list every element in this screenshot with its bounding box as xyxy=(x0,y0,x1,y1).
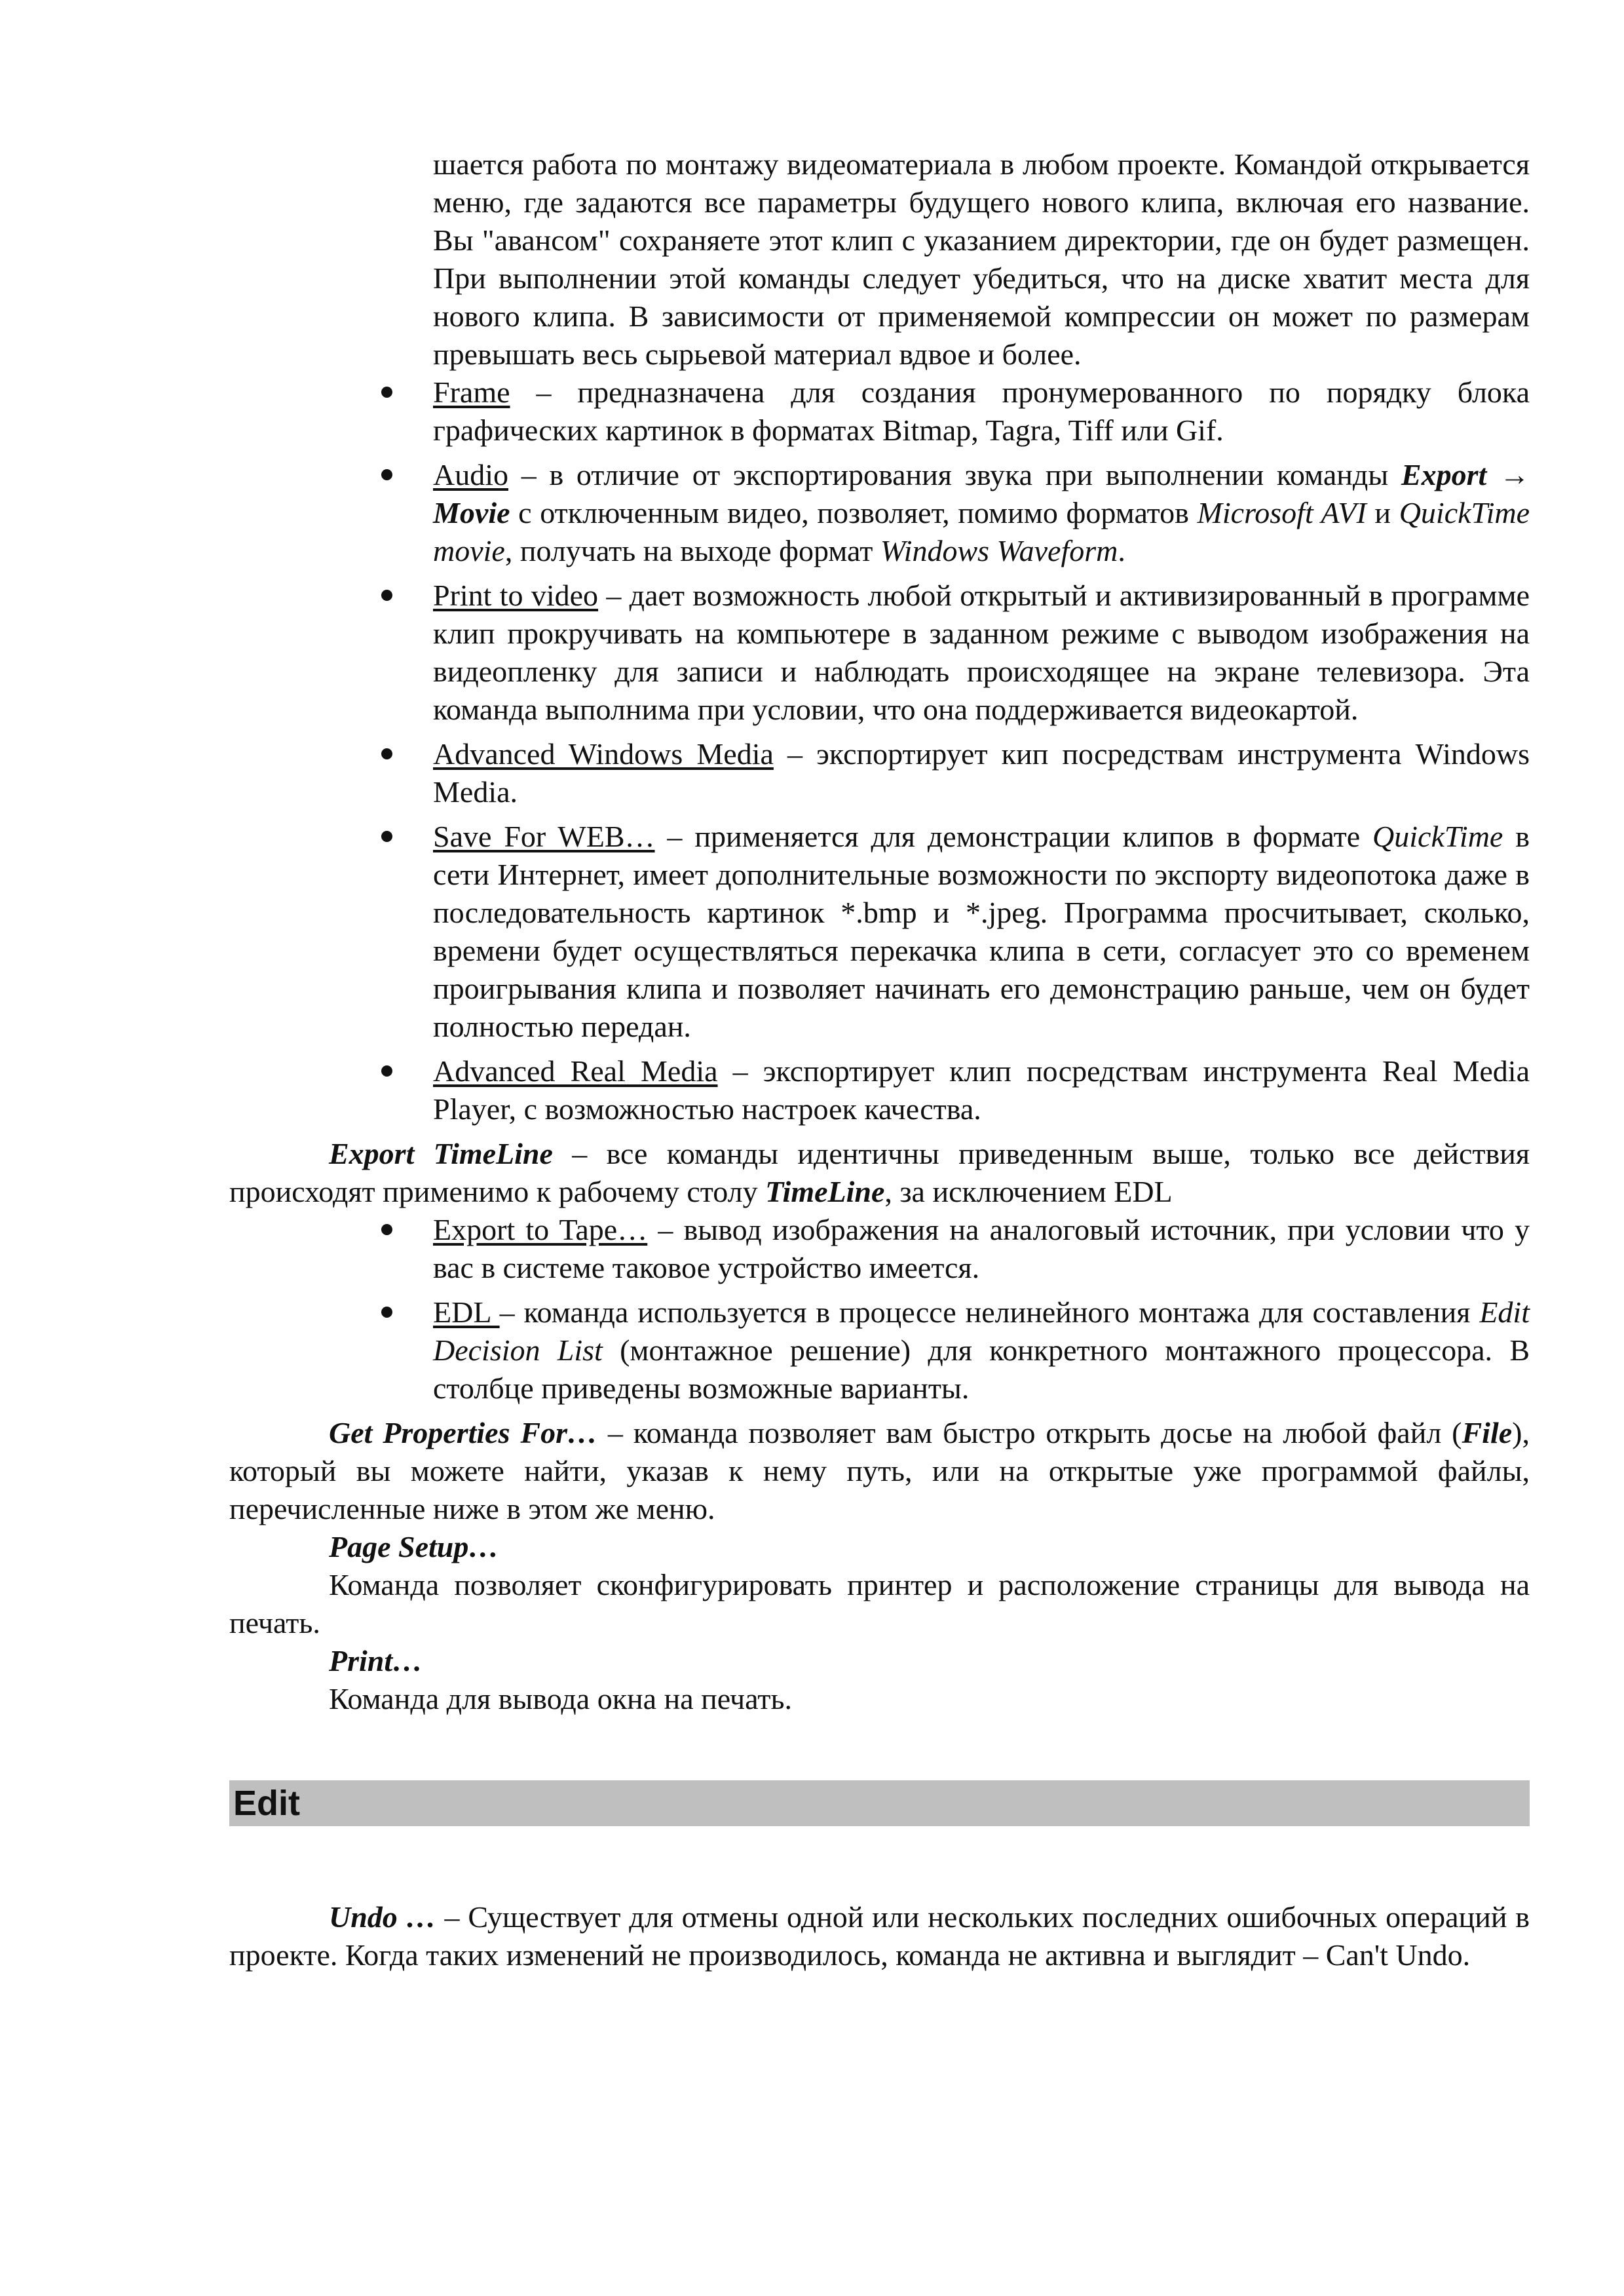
audio-format-avi: Microsoft AVI xyxy=(1197,496,1367,529)
list-item-advanced-real-media xyxy=(229,1052,1530,1128)
edl-decision-list-term: Edit Decision List xyxy=(433,1295,1530,1367)
bullet-icon xyxy=(381,748,392,759)
term-export-to-tape: Export to Tape… xyxy=(433,1213,648,1246)
list-item-advanced-windows-media xyxy=(229,735,1530,811)
export-timeline-paragraph xyxy=(229,1135,1530,1211)
file-term: File xyxy=(1462,1416,1513,1449)
undo-text: – Существует для отмены одной или нескольких последних ошибочных операций в проекте. Когда таких изменений не производилось, команда не активна и выглядит – Can't Undo. xyxy=(229,1900,1530,1972)
bullet-icon xyxy=(381,1224,392,1235)
export-timeline-text-1: – все команды идентичны приведенным выше, только все действия происходят применимо к рабочему столу xyxy=(229,1137,1530,1208)
undo-heading: Undo … xyxy=(329,1900,436,1934)
term-print-to-video: Print to video xyxy=(433,579,599,612)
edl-text-2: (монтажное решение) для конкретного монтажного процессора. В столбце приведены возможные варианты. xyxy=(433,1333,1530,1405)
export-to-tape-description: – вывод изображения на аналоговый источник, при условии что у вас в системе таковое устройство имеется. xyxy=(433,1213,1530,1284)
section-header-edit: Edit xyxy=(229,1780,1530,1826)
audio-export-term: Export xyxy=(1401,458,1487,491)
timeline-term: TimeLine xyxy=(765,1175,885,1208)
audio-format-quicktime: QuickTime movie xyxy=(433,496,1530,567)
list-item-frame xyxy=(229,373,1530,450)
bullet-icon xyxy=(381,469,392,480)
list-item-edl xyxy=(229,1293,1530,1407)
advanced-windows-media-description: – экспортирует кип посредствам инструмента Windows Media. xyxy=(433,737,1530,809)
audio-movie-term: Movie xyxy=(433,496,510,529)
print-paragraph: Команда для вывода окна на печать. xyxy=(329,1682,792,1715)
audio-text-4: , получать на выходе формат xyxy=(504,534,880,567)
document-page xyxy=(229,145,1530,1974)
list-item-save-for-web xyxy=(229,818,1530,1046)
page-setup-title: Page Setup… xyxy=(329,1530,499,1563)
audio-text-5: . xyxy=(1118,534,1125,567)
page-setup-paragraph: Команда позволяет сконфигурировать принтер и расположение страницы для вывода на печать. xyxy=(229,1568,1530,1639)
get-properties-heading: Get Properties For… xyxy=(329,1416,597,1449)
get-properties-text-2: ), который вы можете найти, указав к нему путь, или на открытые уже программой файлы, перечисленные ниже в этом же меню. xyxy=(229,1416,1530,1525)
save-for-web-text-1: – применяется для демонстрации клипов в формате xyxy=(654,820,1373,853)
arrow-icon: → xyxy=(1486,458,1530,491)
timeline-commands-list xyxy=(229,1211,1530,1407)
bullet-icon xyxy=(381,1307,392,1318)
export-timeline-text-2: , за исключением EDL xyxy=(884,1175,1173,1208)
bullet-icon xyxy=(381,831,392,842)
save-for-web-text-2: в сети Интернет, имеет дополнительные возможности по экспорту видеопотока даже в последовательность картинок *.bmp и *.jpeg. Программа просчитывает, сколько, времени будет осуществляться перекачка клипа в сети, согласует это со временем проигрывания клипа и позволяет начинать его демонстрацию раньше, чем он будет полностью передан. xyxy=(433,820,1530,1043)
advanced-real-media-description: – экспортирует клип посредствам инструмента Real Media Player, с возможностью настроек качества. xyxy=(433,1054,1530,1126)
print-title: Print… xyxy=(329,1644,423,1677)
list-item-print-to-video xyxy=(229,577,1530,729)
list-item-audio xyxy=(229,456,1530,570)
audio-format-waveform: Windows Waveform xyxy=(880,534,1118,567)
audio-text-1: – в отличие от экспортирования звука при выполнении команды xyxy=(508,458,1401,491)
undo-paragraph xyxy=(229,1898,1530,1974)
term-save-for-web: Save For WEB… xyxy=(433,820,655,853)
term-frame: Frame xyxy=(433,375,510,409)
print-heading xyxy=(229,1642,1530,1680)
term-advanced-windows-media: Advanced Windows Media xyxy=(433,737,774,771)
term-audio: Audio xyxy=(433,458,508,491)
edl-text-1: – команда используется в процессе нелинейного монтажа для составления xyxy=(499,1295,1480,1329)
export-commands-list xyxy=(229,373,1530,1128)
bullet-icon xyxy=(381,1065,392,1077)
print-to-video-description: – дает возможность любой открытый и активизированный в программе клип прокручивать на компьютере в заданном режиме с выводом изображения на видеопленку для записи и наблюдать происходящее на экране телевизора. Эта команда выполнима при условии, что она поддерживается видеокартой. xyxy=(433,579,1530,726)
frame-description: – предназначена для создания пронумерованного по порядку блока графических картинок в форматах Bitmap, Tagra, Tiff или Gif. xyxy=(433,375,1530,447)
intro-paragraph: шается работа по монтажу видеоматериала в любом проекте. Командой открывается меню, где задаются все параметры будущего нового клипа, включая его название. Вы "авансом" сохраняете этот клип с указанием директории, где он будет размещен. При выполнении этой команды следует убедиться, что на диске хватит места для нового клипа. В зависимости от применяемой компрессии он может по размерам превышать весь сырьевой материал вдвое и более. xyxy=(433,147,1530,371)
audio-text-2: с отключенным видео, позволяет, помимо форматов xyxy=(510,496,1198,529)
save-for-web-quicktime: QuickTime xyxy=(1372,820,1503,853)
bullet-icon xyxy=(381,590,392,601)
bullet-icon xyxy=(381,387,392,398)
export-timeline-heading: Export TimeLine xyxy=(329,1137,553,1170)
get-properties-paragraph xyxy=(229,1414,1530,1528)
page-setup-heading xyxy=(229,1528,1530,1566)
term-edl: EDL xyxy=(433,1295,500,1329)
term-advanced-real-media: Advanced Real Media xyxy=(433,1054,718,1088)
audio-text-3: и xyxy=(1366,496,1399,529)
list-item-export-to-tape xyxy=(229,1211,1530,1287)
get-properties-text-1: – команда позволяет вам быстро открыть досье на любой файл ( xyxy=(597,1416,1462,1449)
